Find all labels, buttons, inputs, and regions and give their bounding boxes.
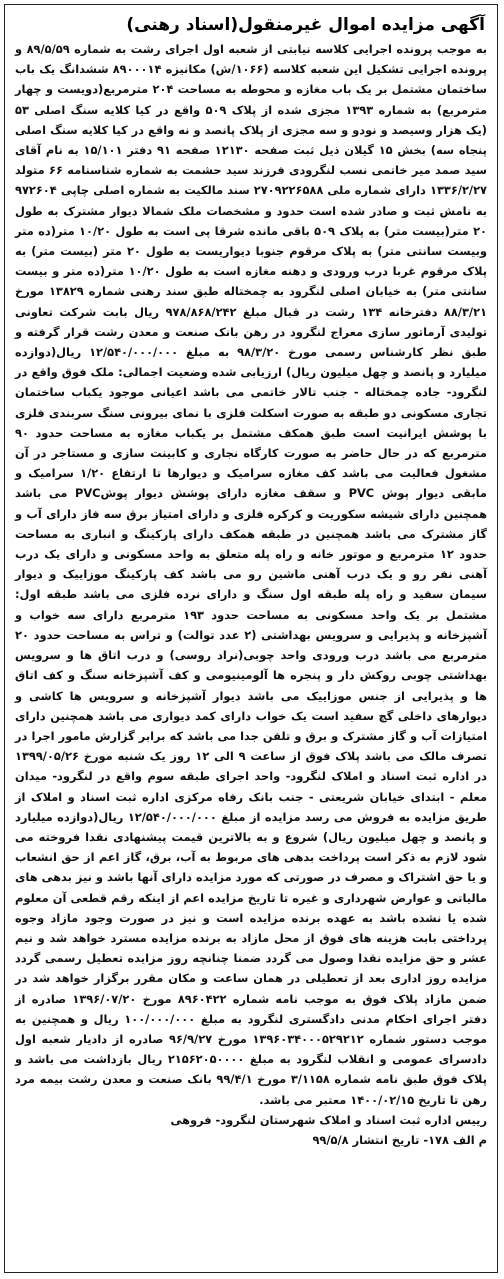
notice-signature: رییس اداره ثبت اسناد و املاک شهرستان لنگرود- فروهی <box>170 1112 487 1127</box>
notice-title: آگهی مزایده اموال غیرمنقول(اسناد رهنی) <box>126 15 485 35</box>
notice-body: به موجب پرونده اجرایی کلاسه نیابتی از شعبه اول اجرای رشت به شماره ۸۹/۵/۵۹ و پرونده اجرایی تشکیل این شعبه کلاسه (۱۰۶۶/ش) مکانیزه ۸۹۰۰۰۱۴ ششدانگ یک باب ساختمان مشتمل بر یک باب مغازه و محوطه به مساحت ۲۰۴ مترمربع(دویست و چهار مترمربع) به شماره ۱۳۹۳ مجزی شده از پلاک ۵۰۹ واقع در کیا کلایه سنگ اصلی ۵۳ (یک هزار وسیصد و نودو و سه مجزی از پلاک پانصد و نه واقع در کیا کلایه سنگ اصلی پنجاه سه) بخش ۱۵ گیلان ذیل ثبت صفحه ۱۲۱۳۰ صفحه ۹۱ دفتر ۱۵/۱۰۱ به نام آقای سید صمد میر خاتمی نسب لنگرودی فرزند سید حشمت به شماره شناسنامه ۶۶ متولد ۱۳۳۶/۲/۲۷ دارای شماره ملی ۲۷۰۹۲۲۶۵۸۸ سند مالکیت به شماره اصلی چاپی ۹۷۲۶۰۴ به نامش ثبت و صادر شده است حدود و مشخصات ملک شمالا دیوار مشترک به طول ۲۰ متر(بیست متر) به پلاک ۵۰۹ باقی مانده شرقا پی است به طول ۱۰/۲۰ متر(ده متر وبیست سانتی متر) به پلاک مرقوم جنوبا دیواریست به طول ۲۰ متر (بیست متر) به پلاک مرقوم غربا درب ورودی و دهنه مغازه است به طول ۱۰/۲۰ متر(ده متر و بیست سانتی متر) به خیابان اصلی لنگرود به چمختاله طبق سند رهنی شماره ۱۳۸۲۹ مورخ ۸۸/۳/۲۱ دفترخانه ۱۳۴ رشت در قبال مبلغ ۹۷۸/۸۶۸/۲۴۲ ریال بابت شرکت تعاونی تولیدی آرماتور سازی معراج لنگرود در رهن بانک صنعت و معدن رشت قرار گرفته و طبق نظر کارشناس رسمی مورخ ۹۸/۳/۲۰ به مبلغ ۱۲/۵۴۰/۰۰۰/۰۰۰ ریال(دوازده میلیارد و پانصد و چهل میلیون ریال) ارزیابی شده وضعیت اجمالی: ملک فوق واقع در لنگرود- جاده چمختاله - جنب تالار خاتمی می باشد اعیانی موجود یکباب ساختمان تجاری مسکونی دو طبقه به صورت اسکلت فلزی با نمای بیرونی سنگ سربندی فلزی با پوشش ایرانیت است طبق همکف مشتمل بر یکباب مغازه به مساحت حدود ۹۰ مترمربع که در حال حاضر به صورت کارگاه نجاری و کابینت سازی و مستاجر در آن مشغول فعالیت می باشد کف مغازه سرامیک و دیوارها تا ارتفاع ۱/۲۰ سرامیک و مابقی دیوار پوش PVC و سقف مغازه دارای پوشش دیوار پوشPVC می باشد همچنین دارای شیشه سکوریت و کرکره فلزی و دارای امتیاز برق سه فاز دارای آب و گاز مشترک می باشد همچنین در طبقه همکف دارای پارکینگ و انباری به مساحت حدود ۱۲ مترمربع و موتور خانه و راه پله متعلق به واحد مسکونی و دارای یک درب آهنی نفر رو و یک درب آهنی ماشین رو می باشد کف پارکینگ موزاییک و دیوار سیمان سفید و راه پله طبقه اول سنگ و دارای نرده فلزی می باشد طبقه اول: مشتمل بر یک واحد مسکونی به مساحت حدود ۱۹۳ مترمربع دارای سه خواب و آشپزخانه و پذیرایی و سرویس بهداشتی (۲ عدد توالت) و تراس به مساحت حدود ۲۰ مترمربع می باشد درب ورودی واحد چوبی(نراد روسی) و درب اتاق ها و سرویس بهداشتی چوبی روکش دار و پنجره ها آلومینیومی و کف آشپزخانه سنگ و کف اتاق ها و پذیرایی از جنس موزاییک می باشد دیوار آشپزخانه و سرویس ها کاشی و دیوارهای داخلی گچ سفید است یک خواب دارای کمد دیواری می باشد همچنین دارای امتیازات آب و گاز مشترک و برق و تلفن جدا می باشد که برابر گزارش مامور اجرا در تصرف مالک می باشد پلاک فوق از ساعت ۹ الی ۱۲ روز یک شنبه مورخ ۱۳۹۹/۰۵/۲۶ در اداره ثبت اسناد و املاک لنگرود- واحد اجرای طبقه سوم واقع در لنگرود- میدان معلم - ابتدای خیابان شریعتی - جنب بانک رفاه مرکزی اداره ثبت اسناد و املاک از طریق مزایده به فروش می رسد مزایده از مبلغ ۱۲/۵۴۰/۰۰۰/۰۰۰ ریال(دوازده میلیارد و پانصد و چهل میلیون ریال) شروع و به بالاترین قیمت پیشنهادی نقدا فروخته می شود لازم به ذکر است پرداخت بدهی های مربوط به آب، برق، گاز اعم از حق انشعاب و یا حق اشتراک و مصرف در صورتی که مورد مزایده دارای آنها باشد و نیز بدهی های مالیاتی و عوارض شهرداری و غیره تا تاریخ مزایده اعم از اینکه رقم قطعی آن معلوم شده یا نشده باشد به عهده برنده مزایده است و نیز در صورت وجود مازاد وجوه پرداختی بابت هزینه های فوق از محل مازاد به برنده مزایده مسترد خواهد شد و نیم عشر و حق مزایده نقدا وصول می گردد ضمنا چنانچه روز مزایده تعطیل رسمی گردد مزایده روز اداری بعد از تعطیلی در همان ساعت و مکان مقرر برگزار خواهد شد در ضمن مازاد پلاک فوق به موجب نامه شماره ۸۹۶۰۴۲۲ مورخ ۱۳۹۶/۰۷/۲۰ صادره از دفتر اجرای احکام مدنی دادگستری لنگرود به مبلغ ۱۰۰/۰۰۰/۰۰۰ ریال و همچنین به موجب دستور شماره ۱۳۹۶۰۳۴۰۰۰۵۲۹۲۱۲ مورخ ۹۶/۹/۲۷ صادره از دادیار شعبه اول دادسرای عمومی و انقلاب لنگرود به مبلغ ۲۱۵۶۲۰۵۰۰۰۰ ریال بازداشت می باشد و پلاک فوق طبق نامه شماره ۳/۱۱۵۸ مورخ ۹۹/۴/۱ بانک صنعت و معدن رشت بیمه مرد رهن تا تاریخ ۱۴۰۰/۰۲/۱۵ معتبر می باشد. <box>15 42 488 1107</box>
auction-notice <box>4 4 498 1273</box>
notice-publication-info: م الف ۱۷۸- تاریخ انتشار ۹۹/۵/۸ <box>312 1132 487 1147</box>
